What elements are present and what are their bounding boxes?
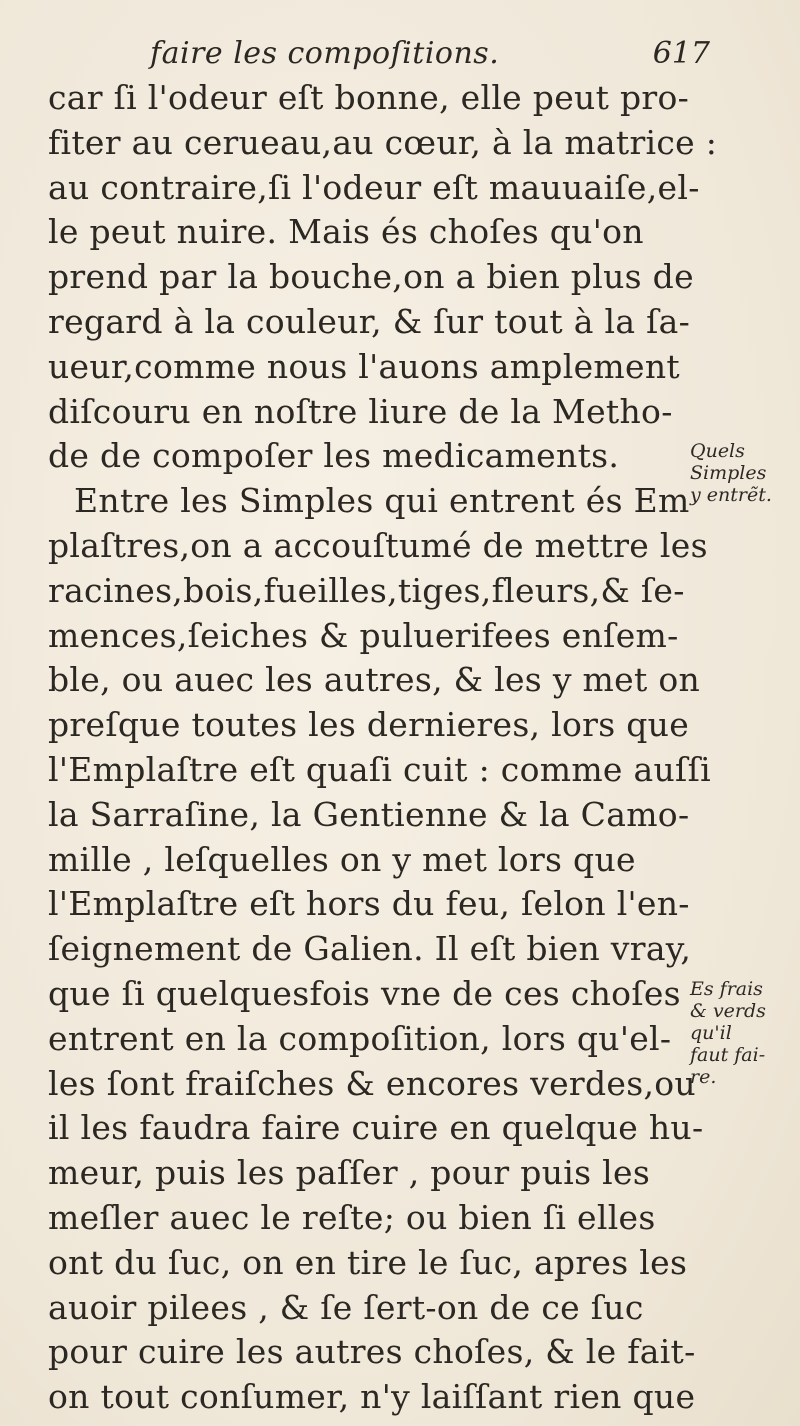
text-line: mences,ſeiches & puluerifees enſem- xyxy=(48,615,679,655)
margin-note-line: & verds xyxy=(690,1000,766,1022)
margin-note-line: faut fai- xyxy=(690,1044,766,1066)
text-line: preſque toutes les dernieres, lors que xyxy=(48,705,690,745)
text-line: plaſtres,on a accouſtumé de mettre les xyxy=(48,525,708,565)
text-line: diſcouru en noſtre liure de la Metho- xyxy=(48,391,673,431)
text-line: racines,bois,fueilles,tiges,fleurs,& ſe- xyxy=(48,570,685,610)
text-line: le peut nuire. Mais és choſes qu'on xyxy=(48,212,644,252)
text-line: l'Emplaſtre eſt quaſi cuit : comme auſſi xyxy=(48,749,711,789)
margin-note-line: Es frais xyxy=(690,978,763,1000)
text-line: meſler auec le reſte; ou bien ſi elles xyxy=(48,1197,656,1237)
text-line: ueur,comme nous l'auons amplement xyxy=(48,346,680,386)
running-head-title: faire les compoſitions. xyxy=(150,36,500,71)
text-line: ble, ou auec les autres, & les y met on xyxy=(48,660,701,700)
text-line: prend par la bouche,on a bien plus de xyxy=(48,257,694,297)
text-line: auoir pilees , & ſe ſert-on de ce ſuc xyxy=(48,1287,644,1327)
margin-note-quels-simples xyxy=(690,440,772,506)
margin-note-line: Simples xyxy=(690,462,767,484)
text-line: entrent en la compoſition, lors qu'el- xyxy=(48,1018,672,1058)
text-line: on tout conſumer, n'y laiſſant rien que xyxy=(48,1377,696,1417)
text-line: il les faudra faire cuire en quelque hu- xyxy=(48,1108,704,1148)
text-line: que ſi quelquesfois vne de ces choſes xyxy=(48,973,681,1013)
text-line: mille , leſquelles on y met lors que xyxy=(48,839,636,879)
text-line: de de compoſer les medicaments. xyxy=(48,436,620,476)
margin-note-line: qu'il xyxy=(690,1022,732,1044)
page-number: 617 xyxy=(652,36,710,71)
margin-note-es-frais xyxy=(690,978,766,1088)
text-line: regard à la couleur, & ſur tout à la ſa- xyxy=(48,301,691,341)
text-line: l'Emplaſtre eſt hors du feu, ſelon l'en- xyxy=(48,884,690,924)
text-line: ſeignement de Galien. Il eſt bien vray, xyxy=(48,929,692,969)
text-line: la Sarraſine, la Gentienne & la Camo- xyxy=(48,794,690,834)
text-line: fiter au cerueau,au cœur, à la matrice : xyxy=(48,122,718,162)
text-line: car ſi l'odeur eſt bonne, elle peut pro- xyxy=(48,78,690,117)
text-line: meur, puis les paſſer , pour puis les xyxy=(48,1153,651,1193)
text-line: Entre les Simples qui entrent és Em xyxy=(74,481,690,521)
text-line: ont du ſuc, on en tire le ſuc, apres les xyxy=(48,1242,688,1282)
text-line: pour cuire les autres choſes, & le fait- xyxy=(48,1332,696,1372)
text-line: les ſont fraiſches & encores verdes,ou xyxy=(48,1063,696,1103)
margin-note-line: y entrẽt. xyxy=(690,484,772,506)
margin-note-line: Quels xyxy=(690,440,745,462)
text-line: au contraire,ſi l'odeur eſt mauuaiſe,el- xyxy=(48,167,700,207)
margin-note-line: re. xyxy=(690,1066,717,1088)
